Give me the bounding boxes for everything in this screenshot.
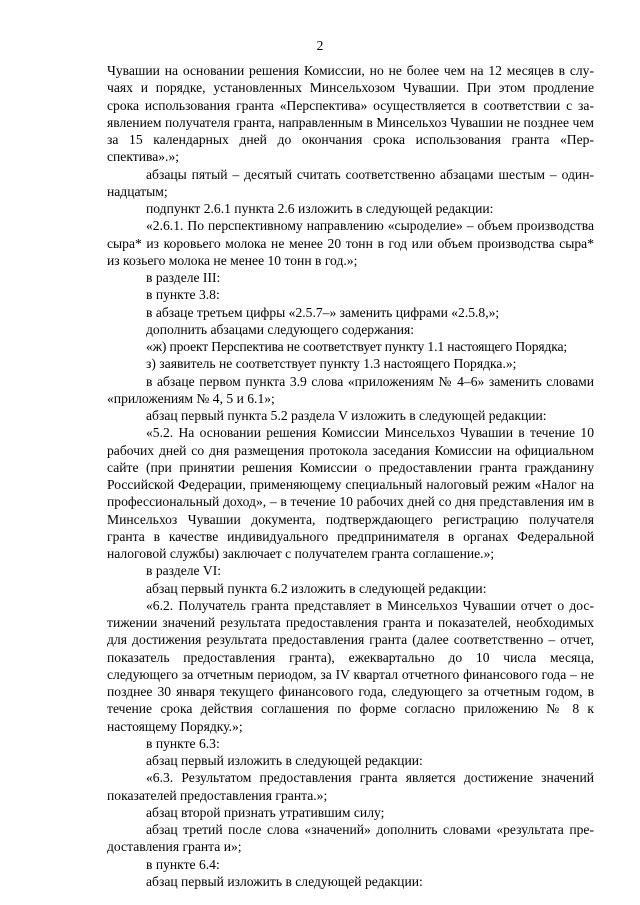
paragraph: «6.3. Результатом предоставления гранта является достижение значений показателей предоставления гранта.»; [107,770,594,803]
paragraph: в пункте 3.8: [146,287,220,303]
paragraph: в абзаце третьем цифры «2.5.7–» заменить цифрами «2.5.8,»; [146,304,500,320]
paragraph: з) заявитель не соответствует пункту 1.3 настоящего Порядка.»; [146,356,517,372]
paragraph: подпункт 2.6.1 пункта 2.6 изложить в следующей редакции: [146,201,494,216]
paragraph: абзац первый изложить в следующей редакции: [146,753,423,768]
paragraph: абзац первый изложить в следующей редакции: [146,873,423,889]
paragraph: в разделе III: [146,270,221,285]
paragraph: «5.2. На основании решения Комиссии Минсельхоз Чувашии в течение 10 рабочих дней со дня размещения протокола заседания Комиссии на официальном сайте (при принятии решения Комиссии о предоставлении гранта гражданину Российской Федерации, применяющему специальный налоговый режим «Налог на профессиональный доход», – в течение 10 рабочих дней со дня представления им в Минсельхоз Чувашии документа, подтверждающего регистрацию получателя гранта в качестве индивидуального предпринимателя в органах Федеральной налоговой службы) заключает с получателем гранта соглашение.»; [107,425,594,561]
paragraph: абзац третий после слова «значений» дополнить словами «результата предоставления гранта и»; [107,822,594,855]
paragraph: «6.2. Получатель гранта представляет в Минсельхоз Чувашии отчет о достижении значений результата предоставления гранта и показателей, необходимых для достижения результата предоставления гранта (далее соответственно – отчет, показатель предоставления гранта), ежеквартально до 10 числа месяца, следующего за отчетным периодом, за IV квартал отчетного финансового года – не позднее 30 января текущего финансового года, следующего за отчетным годом, в течение срока действия соглашения по форме согласно приложению № 8 к настоящему Порядку.»; [107,597,594,734]
paragraph: «ж) проект Перспектива не соответствует пункту 1.1 настоящего Порядка; [146,339,567,354]
paragraph: абзац второй признать утратившим силу; [146,804,385,820]
paragraph: дополнить абзацами следующего содержания: [146,321,415,337]
paragraph: в разделе VI: [146,563,222,579]
paragraph: в абзаце первом пункта 3.9 слова «приложениям № 4–6» заменить словами «приложениям № 4, 5 и 6.1»; [107,373,594,406]
page-number: 2 [316,38,324,53]
paragraph: «2.6.1. По перспективному направлению «сыроделие» – объем производства сыра* из коровьего молока не менее 20 тонн в год или объем производства сыра* из козьего молока не менее 10 тонн в год.»; [107,218,594,268]
paragraph: абзац первый пункта 5.2 раздела V изложить в следующей редакции: [146,408,547,423]
paragraph: абзацы пятый – десятый считать соответственно абзацами шестым – одиннадцатым; [107,166,594,199]
document-body [107,62,594,890]
paragraph: в пункте 6.3: [146,735,220,751]
paragraph: абзац первый пункта 6.2 изложить в следующей редакции: [146,580,487,596]
paragraph: Чувашии на основании решения Комиссии, но не более чем на 12 месяцев в случаях и порядке, установленных Минсельхозом Чувашии. При этом продление срока использования гранта «Перспектива» осуществляется в соответствии с заявлением получателя гранта, направленным в Минсельхоз Чувашии не позднее чем за 15 календарных дней до окончания срока использования гранта «Перспектива».»; [107,63,594,165]
paragraph: в пункте 6.4: [146,856,220,872]
